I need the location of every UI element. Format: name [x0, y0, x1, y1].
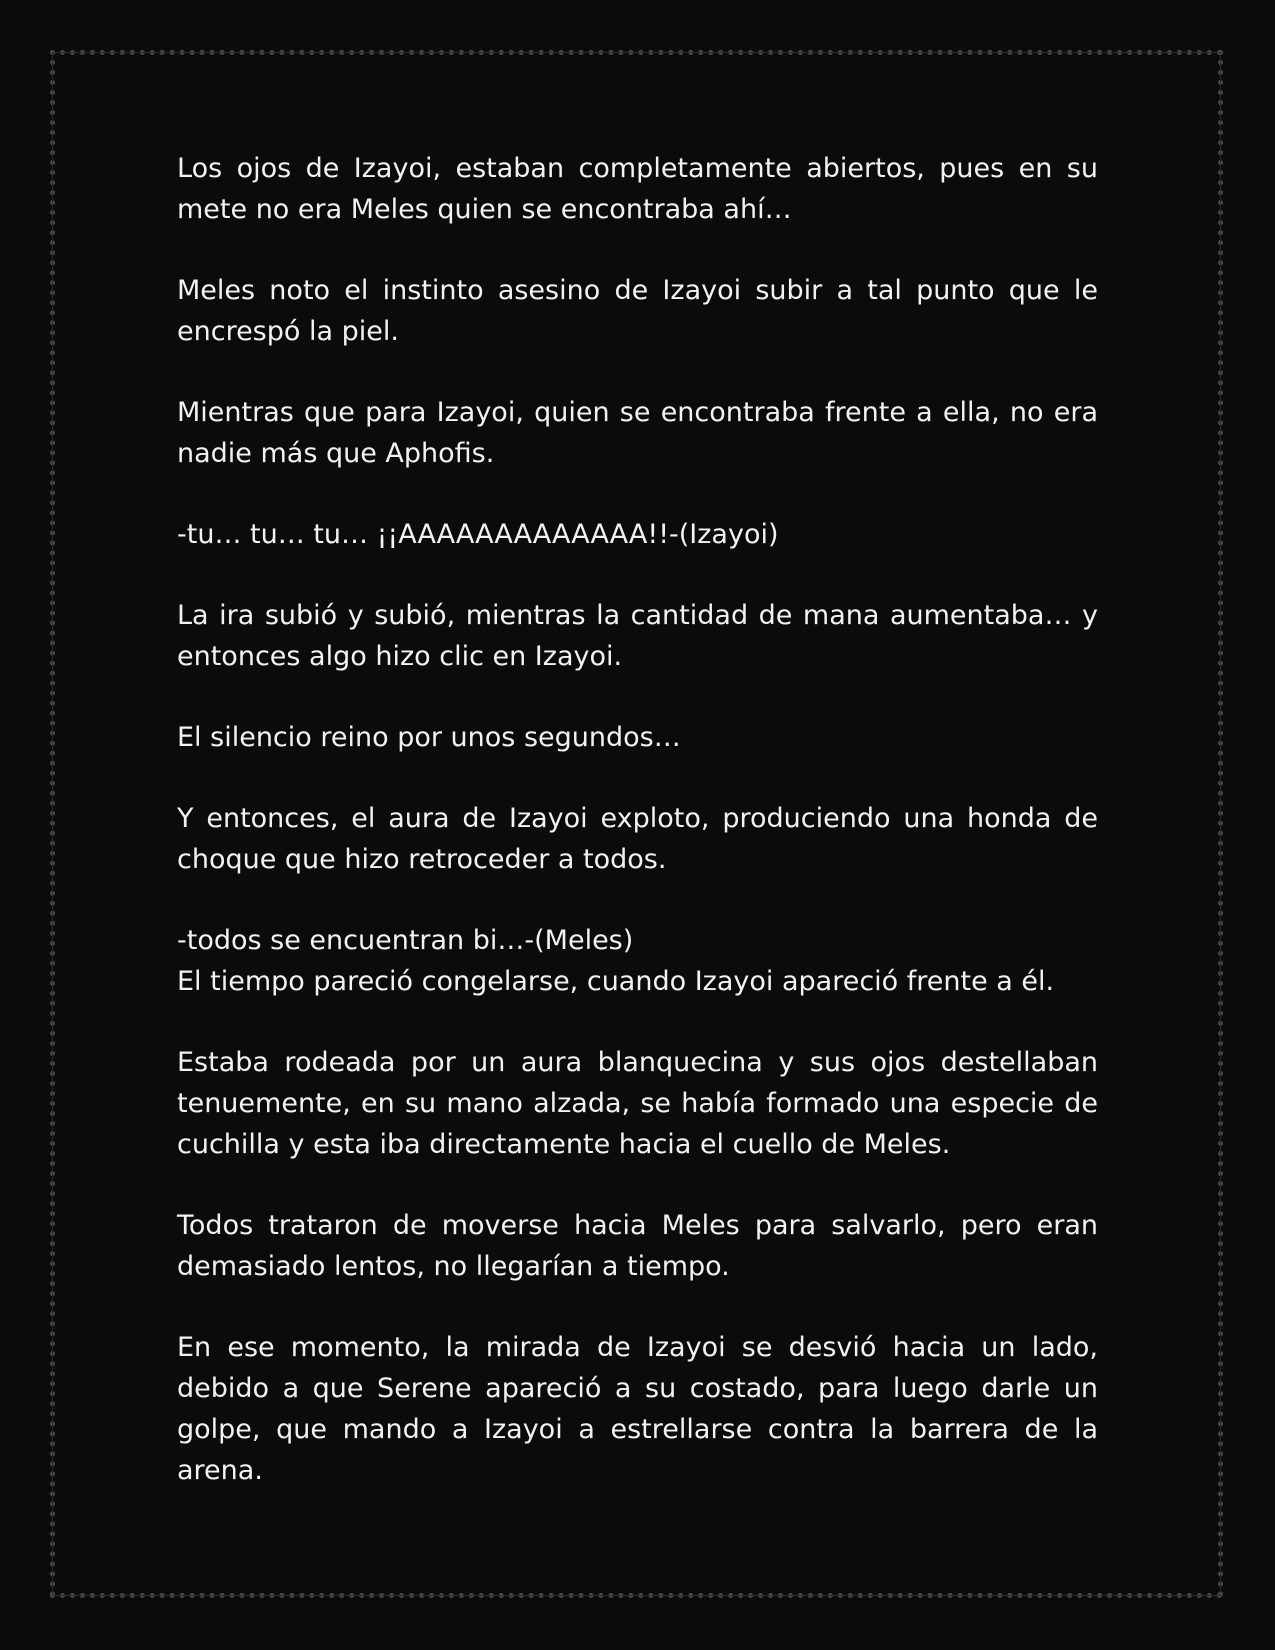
text-line: El silencio reino por unos segundos…: [177, 722, 681, 753]
dialogue-line: -todos se encuentran bi…-(Meles): [177, 925, 634, 956]
text-line: La ira subió y subió, mientras la cantidad de mana aumentaba… y entonces algo hizo clic en Izayoi.: [177, 600, 1098, 672]
paragraph-8: [177, 920, 1098, 1002]
text-line: El tiempo pareció congelarse, cuando Izayoi apareció frente a él.: [177, 966, 1055, 997]
text-line: Meles noto el instinto asesino de Izayoi subir a tal punto que le encrespó la piel.: [177, 275, 1098, 347]
text-line: Estaba rodeada por un aura blanquecina y sus ojos destellaban tenuemente, en su mano alzada, se había formado una especie de cuchilla y esta iba directamente hacia el cuello de Meles.: [177, 1047, 1098, 1160]
paragraph-7: [177, 798, 1098, 880]
text-line: En ese momento, la mirada de Izayoi se desvió hacia un lado, debido a que Serene apareció a su costado, para luego darle un golpe, que mando a Izayoi a estrellarse contra la barrera de la arena.: [177, 1332, 1098, 1486]
paragraph-2: [177, 270, 1098, 352]
paragraph-9: [177, 1042, 1098, 1165]
paragraph-6: [177, 717, 1098, 758]
dialogue-line: -tu… tu… tu… ¡¡AAAAAAAAAAAAA!!-(Izayoi): [177, 519, 779, 550]
paragraph-10: [177, 1205, 1098, 1287]
text-line: Mientras que para Izayoi, quien se encontraba frente a ella, no era nadie más que Aphofis.: [177, 397, 1098, 469]
story-text: [177, 148, 1098, 1491]
text-line: Todos trataron de moverse hacia Meles para salvarlo, pero eran demasiado lentos, no llegarían a tiempo.: [177, 1210, 1098, 1282]
text-line: Y entonces, el aura de Izayoi exploto, produciendo una honda de choque que hizo retroceder a todos.: [177, 803, 1098, 875]
paragraph-5: [177, 595, 1098, 677]
paragraph-3: [177, 392, 1098, 474]
paragraph-4: [177, 514, 1098, 555]
paragraph-1: [177, 148, 1098, 230]
paragraph-11: [177, 1327, 1098, 1491]
text-line: Los ojos de Izayoi, estaban completamente abiertos, pues en su mete no era Meles quien se encontraba ahí…: [177, 153, 1098, 225]
